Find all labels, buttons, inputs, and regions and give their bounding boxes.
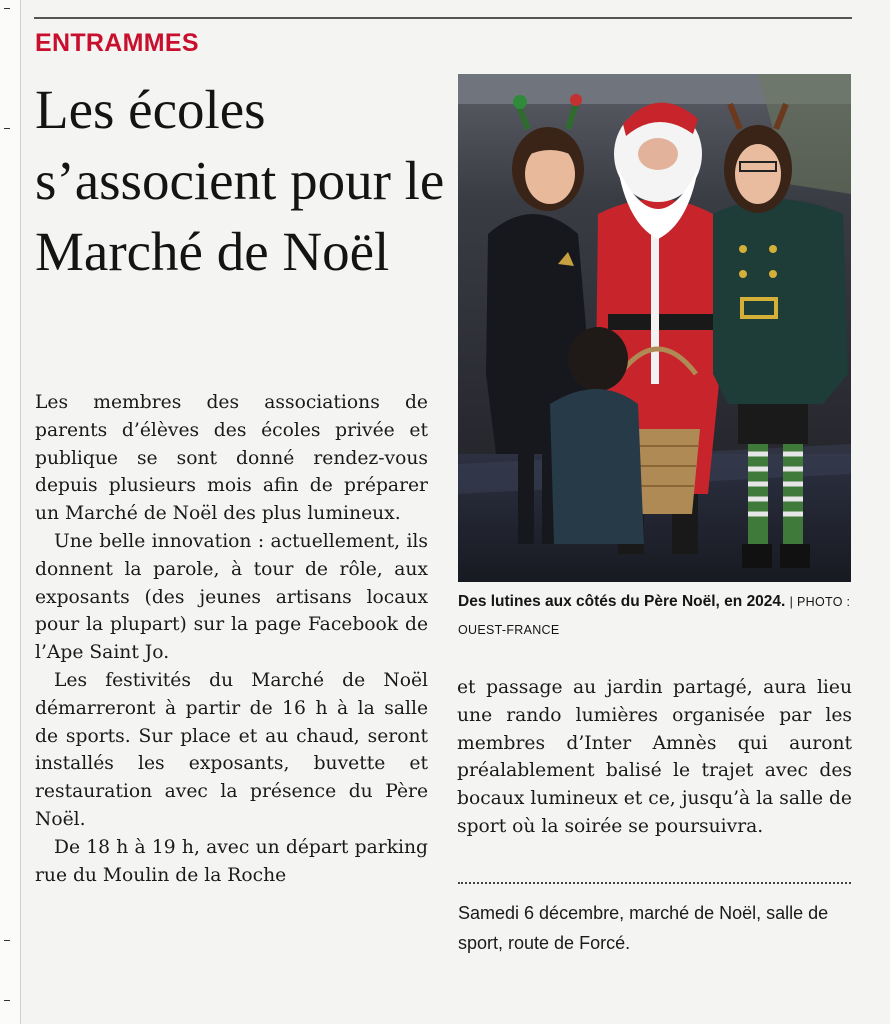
article-photo: [458, 74, 851, 582]
paragraph-5: et passage au jardin partagé, aura lieu une rando lumières organisée par les membres d’Inter Amnès qui auront préalablement balisé le trajet avec des bocaux lumineux et ce, jusqu’à la salle de sport où la soirée se poursuivra.: [457, 677, 852, 837]
article-column-1: [35, 389, 428, 889]
photo-caption: [458, 588, 853, 644]
top-rule: [34, 17, 852, 19]
paragraph-4: De 18 h à 19 h, avec un départ parking rue du Moulin de la Roche: [35, 836, 428, 886]
info-divider: [458, 882, 851, 884]
article-column-2: [457, 674, 852, 841]
paragraph-1: Les membres des associations de parents d’élèves des écoles privée et publique se sont donné rendez-vous depuis plusieurs mois afin de préparer un Marché de Noël des plus lumineux.: [35, 392, 428, 525]
paragraph-3: Les festivités du Marché de Noël démarreront à partir de 16 h à la salle de sports. Sur place et au chaud, seront installés les exposants, buvette et restauration avec la présence du Père Noël.: [35, 669, 428, 830]
article-kicker: ENTRAMMES: [35, 29, 199, 57]
caption-text: Des lutines aux côtés du Père Noël, en 2024.: [458, 593, 786, 610]
page-margin: [0, 0, 21, 1024]
article-headline: Les écoles s’associent pour le Marché de Noël: [35, 79, 445, 282]
paragraph-2: Une belle innovation : actuellement, ils donnent la parole, à tour de rôle, aux exposants (des jeunes artisans locaux pour la plupart) sur la page Facebook de l’Ape Saint Jo.: [35, 530, 428, 664]
photo-credit: | PHOTO : OUEST-FRANCE: [458, 595, 851, 637]
practical-info: Samedi 6 décembre, marché de Noël, salle de sport, route de Forcé.: [458, 903, 829, 953]
